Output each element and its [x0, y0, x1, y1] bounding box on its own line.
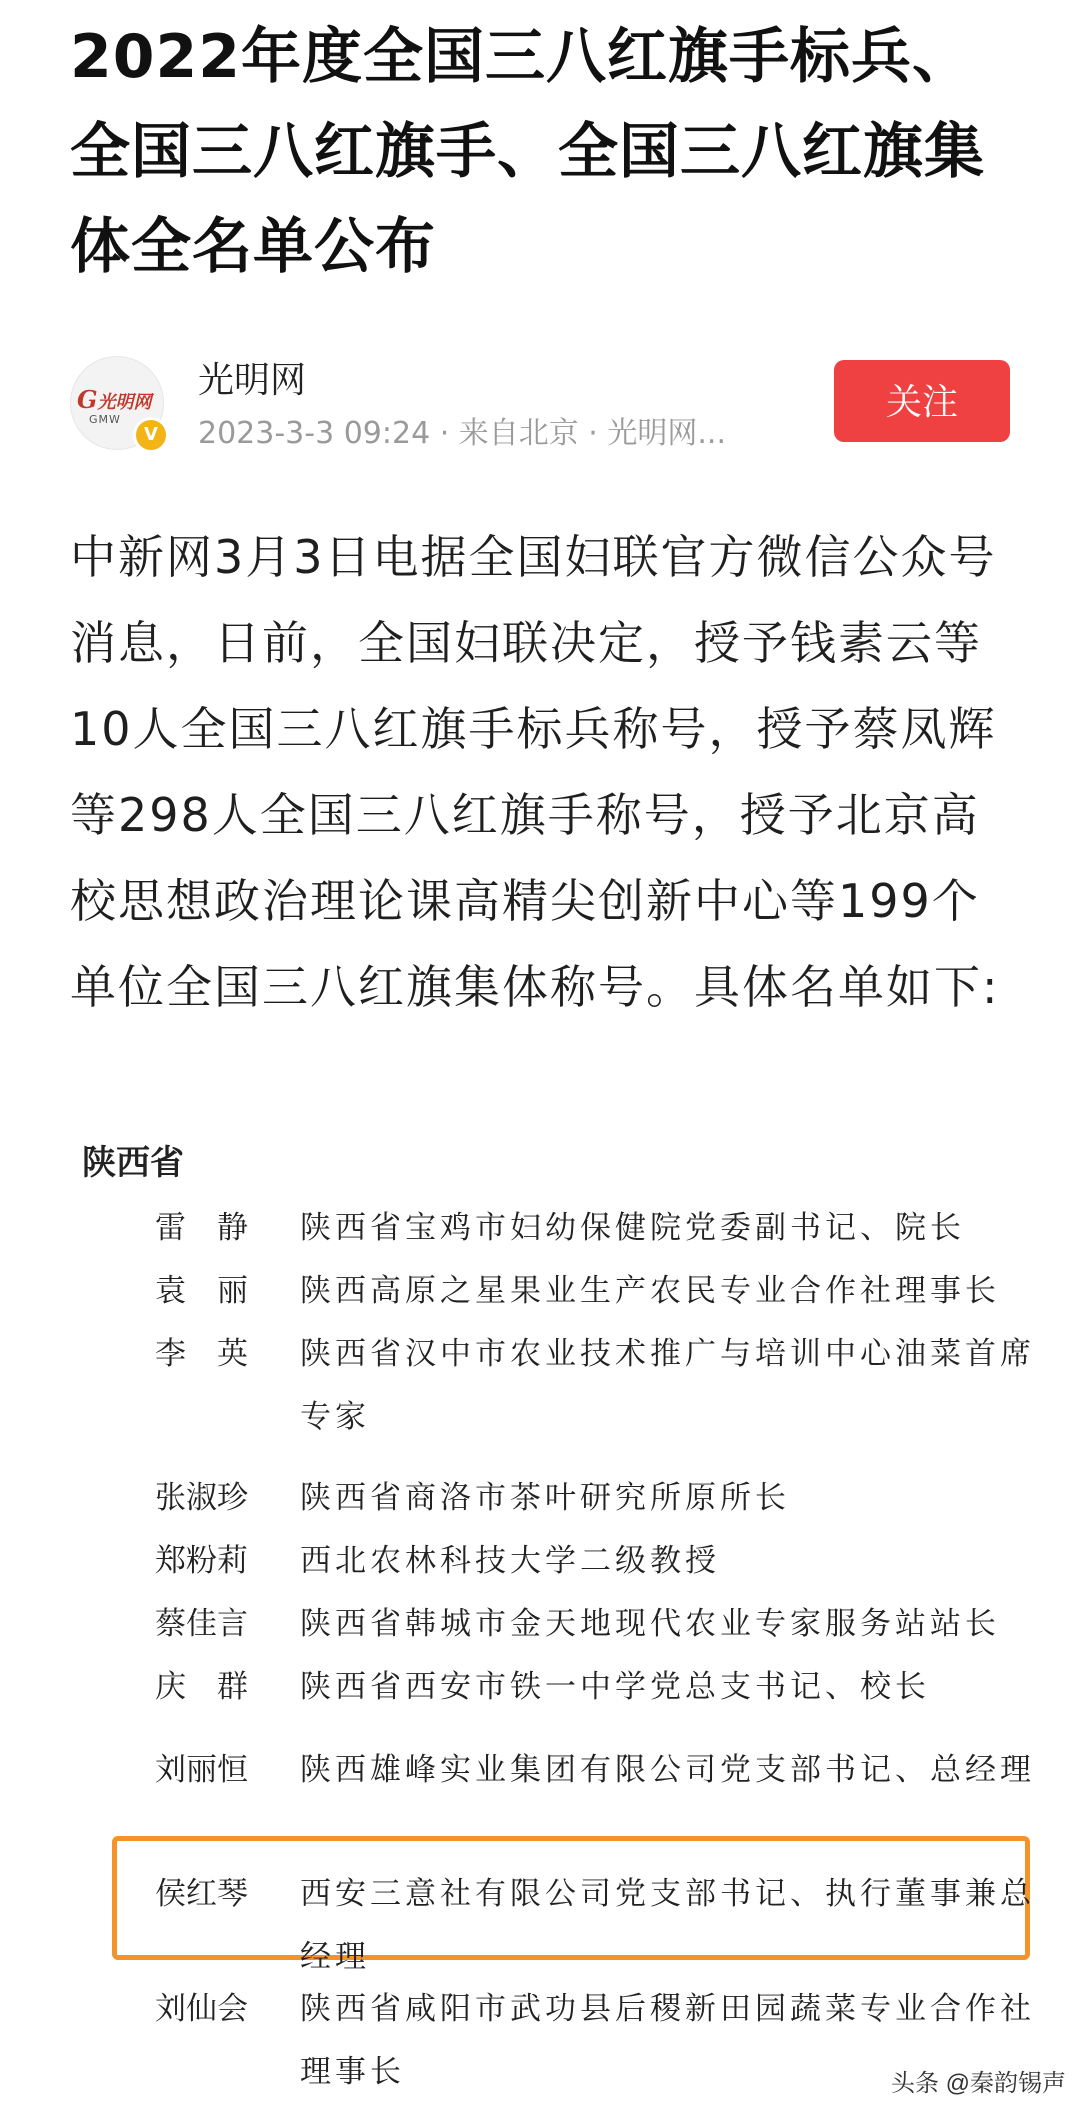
person-name: 刘丽恒 — [155, 1752, 248, 1788]
person-title: 西北农林科技大学二级教授 — [300, 1543, 720, 1579]
name-list-image — [70, 1135, 1040, 2090]
person-name: 郑粉莉 — [155, 1543, 248, 1579]
person-name: 蔡佳言 — [155, 1606, 248, 1642]
verified-badge-icon: V — [133, 417, 169, 453]
person-title: 陕西省西安市铁一中学党总支书记、校长 — [300, 1669, 930, 1705]
avatar[interactable] — [70, 356, 164, 450]
person-name: 袁 丽 — [155, 1273, 248, 1309]
person-title: 陕西省韩城市金天地现代农业专家服务站站长 — [300, 1606, 1000, 1642]
avatar-sub-label: GMW — [89, 413, 121, 426]
province-heading: 陕西省 — [82, 1143, 184, 1183]
person-name: 刘仙会 — [155, 1991, 248, 2027]
person-title: 陕西省咸阳市武功县后稷新田园蔬菜专业合作社理事长 — [300, 1991, 1035, 2090]
person-name: 庆 群 — [155, 1669, 248, 1705]
person-title: 西安三意社有限公司党支部书记、执行董事兼总经理 — [300, 1876, 1035, 1975]
person-title: 陕西省汉中市农业技术推广与培训中心油菜首席专家 — [300, 1336, 1035, 1435]
person-name: 李 英 — [155, 1336, 248, 1372]
person-title: 陕西省商洛市茶叶研究所原所长 — [300, 1480, 790, 1516]
follow-button[interactable]: 关注 — [834, 360, 1010, 442]
person-name: 雷 静 — [155, 1210, 248, 1246]
person-name: 张淑珍 — [155, 1480, 248, 1516]
gmw-logo-icon: G光明网 — [77, 385, 152, 414]
person-name: 侯红琴 — [155, 1876, 248, 1912]
author-row — [70, 352, 1010, 452]
watermark: 头条 @秦韵锡声 — [890, 2070, 1066, 2097]
article-title: 2022年度全国三八红旗手标兵、全国三八红旗手、全国三八红旗集体全名单公布 — [70, 22, 985, 282]
author-name[interactable]: 光明网 — [198, 360, 307, 401]
post-meta: 2023-3-3 09:24 · 来自北京 · 光明网... — [198, 416, 726, 451]
person-title: 陕西高原之星果业生产农民专业合作社理事长 — [300, 1273, 1000, 1309]
article-body: 中新网3月3日电据全国妇联官方微信公众号消息，日前，全国妇联决定，授予钱素云等10人全国三八红旗手标兵称号，授予蔡凤辉等298人全国三八红旗手称号，授予北京高校思想政治理论课高精尖创新中心等199个单位全国三八红旗集体称号。具体名单如下: — [70, 530, 1000, 1014]
person-title: 陕西省宝鸡市妇幼保健院党委副书记、院长 — [300, 1210, 965, 1246]
person-title: 陕西雄峰实业集团有限公司党支部书记、总经理 — [300, 1752, 1035, 1788]
